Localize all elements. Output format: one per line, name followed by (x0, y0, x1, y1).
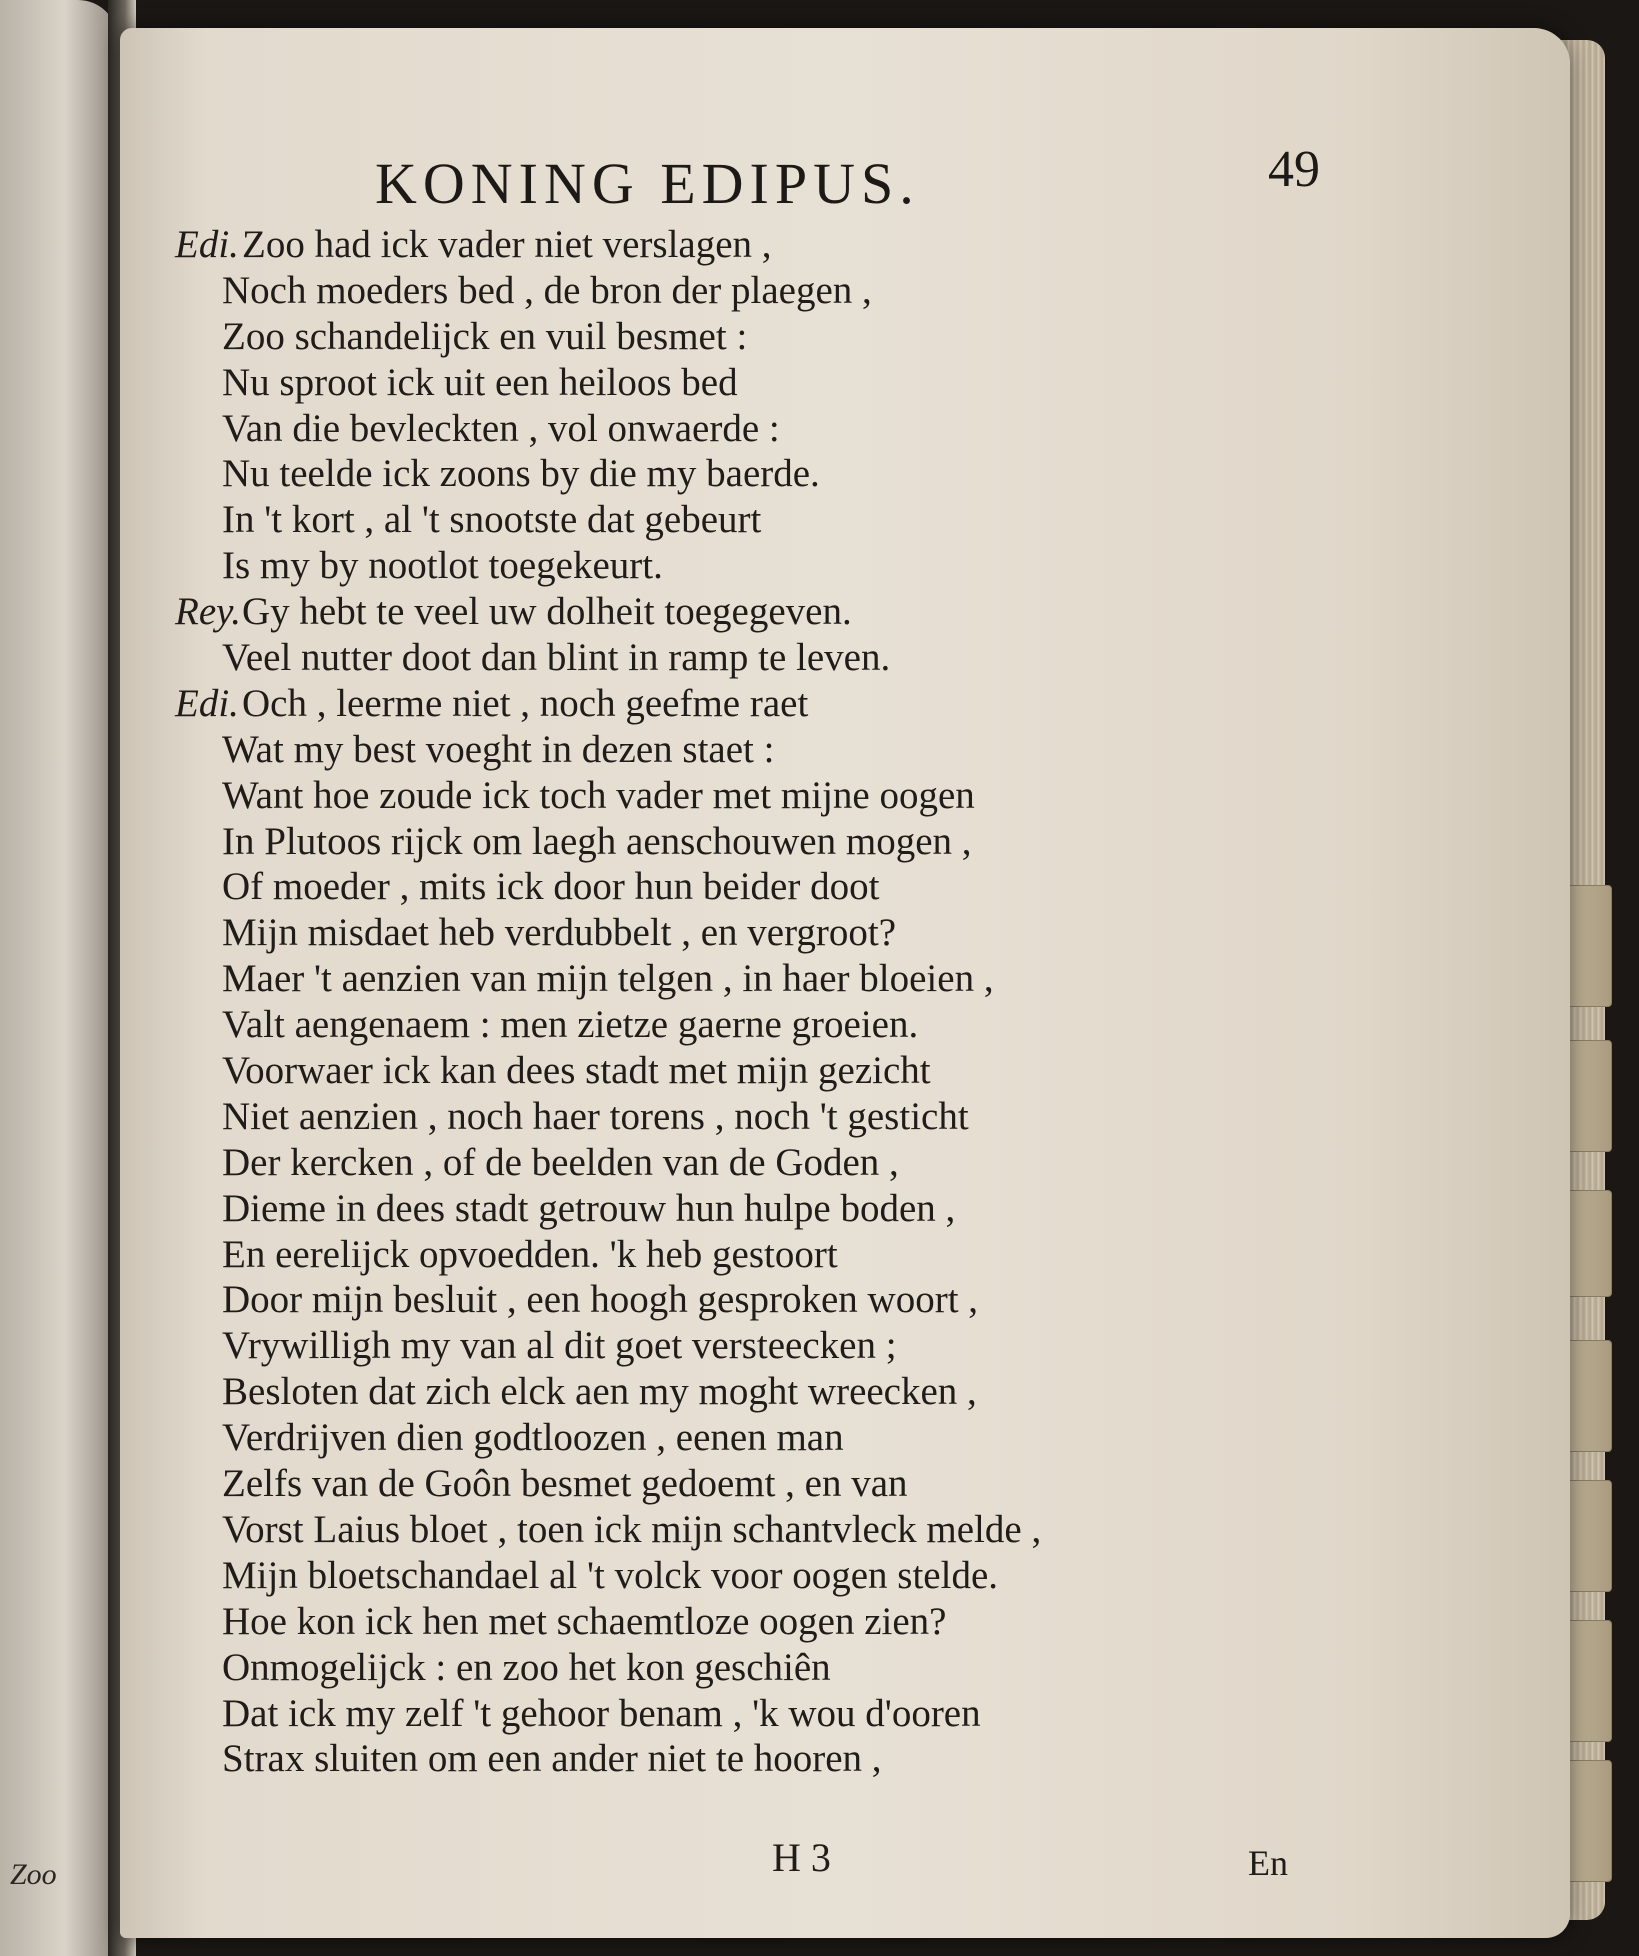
verse-text: Door mijn besluit , een hoogh gesproken woort , (222, 1278, 979, 1322)
verse-text: Vorst Laius bloet , toen ick mijn schantvleck melde , (222, 1507, 1042, 1551)
verse-text: Voorwaer ick kan dees stadt met mijn gezicht (222, 1049, 931, 1093)
verse-line (175, 1277, 1335, 1323)
verse-text: En eerelijck opvoedden. 'k heb gestoort (222, 1232, 838, 1276)
verse-text: Vrywilligh my van al dit goet versteecken ; (222, 1324, 897, 1368)
verse-text: Zelfs van de Goôn besmet gedoemt , en van (222, 1462, 908, 1506)
verse-line (175, 1507, 1335, 1553)
verse-text: Mijn misdaet heb verdubbelt , en vergroot? (222, 911, 897, 955)
verse-line (175, 910, 1335, 956)
verse-text: In 't kort , al 't snootste dat gebeurt (222, 498, 762, 542)
verse-text: Och , leerme niet , noch geefme raet (242, 681, 809, 725)
verse-line (175, 864, 1335, 910)
verse-line (175, 1599, 1335, 1645)
verse-text: Maer 't aenzien van mijn telgen , in haer bloeien , (222, 957, 994, 1001)
verse-text: Noch moeders bed , de bron der plaegen , (222, 268, 872, 312)
verse-text: Onmogelijck : en zoo het kon geschiên (222, 1645, 831, 1689)
verse-text: In Plutoos rijck om laegh aenschouwen mogen , (222, 819, 972, 863)
verse-line (175, 1415, 1335, 1461)
verse-text: Nu teelde ick zoons by die my baerde. (222, 452, 820, 496)
page-number: 49 (1268, 141, 1320, 198)
verse-line (175, 1186, 1335, 1232)
verse-line (175, 268, 1335, 314)
verse-line (175, 406, 1335, 452)
verse-text: Wat my best voeght in dezen staet : (222, 727, 775, 771)
verse-text: Want hoe zoude ick toch vader met mijne oogen (222, 773, 975, 817)
verse-line (175, 543, 1335, 589)
speaker-label: Rey. (175, 590, 242, 634)
verse-line (175, 314, 1335, 360)
verse-line (175, 1645, 1335, 1691)
verse-line (175, 1461, 1335, 1507)
verse-line (175, 956, 1335, 1002)
running-head: KONING EDIPUS. (375, 151, 920, 216)
left-page-catchword: Zoo (10, 1858, 57, 1891)
verse-line (175, 727, 1335, 773)
verse-text: Dieme in dees stadt getrouw hun hulpe boden , (222, 1186, 956, 1230)
verse-line (175, 589, 1335, 635)
verse-text: Strax sluiten om een ander niet te hooren , (222, 1737, 882, 1781)
verse-line (175, 773, 1335, 819)
verse-line (175, 222, 1335, 268)
verse-text: Zoo had ick vader niet verslagen , (242, 223, 772, 266)
verse-line (175, 1094, 1335, 1140)
verse-line (175, 819, 1335, 865)
verse-line (175, 1048, 1335, 1094)
signature-mark: H 3 (772, 1835, 831, 1880)
verse-text: Is my by nootlot toegekeurt. (222, 544, 663, 588)
verse-text: Zoo schandelijck en vuil besmet : (222, 314, 748, 358)
verse-text: Gy hebt te veel uw dolheit toegegeven. (242, 590, 852, 634)
left-page (0, 0, 118, 1956)
verse-text: Van die bevleckten , vol onwaerde : (222, 406, 780, 450)
verse-line (175, 1691, 1335, 1737)
verse-line (175, 1002, 1335, 1048)
verse-block (175, 222, 1335, 1782)
verse-text: Dat ick my zelf 't gehoor benam , 'k wou d'ooren (222, 1691, 981, 1735)
verse-text: Besloten dat zich elck aen my moght wreecken , (222, 1370, 977, 1414)
verse-line (175, 1736, 1335, 1782)
verse-line (175, 1140, 1335, 1186)
verse-text: Verdrijven dien godtloozen , eenen man (222, 1416, 844, 1460)
verse-line (175, 360, 1335, 406)
verse-text: Mijn bloetschandael al 't volck voor oogen stelde. (222, 1553, 999, 1597)
verse-line (175, 1553, 1335, 1599)
verse-text: Hoe kon ick hen met schaemtloze oogen zien? (222, 1599, 947, 1643)
speaker-label: Edi. (175, 223, 239, 266)
verse-line (175, 1232, 1335, 1278)
verse-text: Der kercken , of de beelden van de Goden , (222, 1140, 899, 1184)
verse-text: Niet aenzien , noch haer torens , noch 't gesticht (222, 1094, 969, 1138)
verse-line (175, 681, 1335, 727)
speaker-label: Edi. (175, 681, 239, 725)
verse-line (175, 635, 1335, 681)
verse-line (175, 497, 1335, 543)
verse-text: Of moeder , mits ick door hun beider doot (222, 865, 880, 909)
verse-text: Veel nutter doot dan blint in ramp te leven. (222, 636, 891, 680)
verse-line (175, 1369, 1335, 1415)
verse-text: Valt aengenaem : men zietze gaerne groeien. (222, 1003, 919, 1047)
verse-line (175, 1323, 1335, 1369)
verse-text: Nu sproot ick uit een heiloos bed (222, 360, 738, 404)
catchword: En (1248, 1843, 1288, 1883)
verse-line (175, 451, 1335, 497)
